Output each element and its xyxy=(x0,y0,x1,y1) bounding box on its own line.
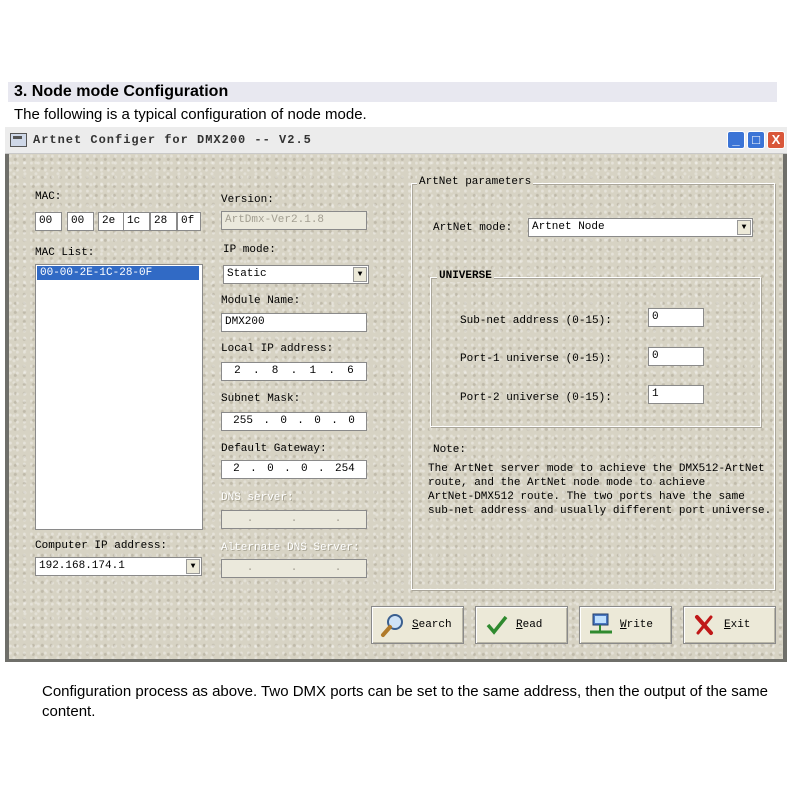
note-line-3: ArtNet-DMX512 route. The two ports have the same xyxy=(428,491,745,503)
version-field: ArtDmx-Ver2.1.8 xyxy=(221,211,367,230)
subnet-mask-label: Subnet Mask: xyxy=(221,393,301,405)
mac-octet-2[interactable]: 00 xyxy=(67,212,94,231)
minimize-button[interactable] xyxy=(727,131,745,149)
default-gateway-input[interactable]: 2 . 0 . 0 . 254 xyxy=(221,460,367,479)
network-computer-icon xyxy=(588,612,614,638)
port2-universe-input[interactable]: 1 xyxy=(648,385,704,404)
alternate-dns-input: . . . xyxy=(221,559,367,578)
computer-ip-label: Computer IP address: xyxy=(35,540,168,552)
note-label: Note: xyxy=(433,444,467,456)
local-ip-input[interactable]: 2 . 8 . 1 . 6 xyxy=(221,362,367,381)
port1-universe-input[interactable]: 0 xyxy=(648,347,704,366)
ip-octet[interactable]: 6 xyxy=(347,365,354,377)
default-gateway-label: Default Gateway: xyxy=(221,443,327,455)
port1-universe-label: Port-1 universe (0-15): xyxy=(460,353,612,365)
ip-octet[interactable]: 0 xyxy=(301,463,308,475)
chevron-down-icon[interactable]: ▼ xyxy=(737,220,751,235)
footer-paragraph: Configuration process as above. Two DMX ports can be set to the same address, then the output of the same content. xyxy=(42,683,768,720)
section-heading-bar xyxy=(8,82,777,102)
local-ip-label: Local IP address: xyxy=(221,343,334,355)
ip-mode-select[interactable] xyxy=(223,265,369,284)
read-button[interactable] xyxy=(475,606,568,644)
ip-octet[interactable]: 255 xyxy=(233,415,253,427)
artnet-mode-label: ArtNet mode: xyxy=(433,222,513,234)
minimize-icon: _ xyxy=(732,132,740,147)
subnet-address-input[interactable]: 0 xyxy=(648,308,704,327)
ip-octet[interactable]: 0 xyxy=(348,415,355,427)
window-title: Artnet Configer for DMX200 -- V2.5 xyxy=(33,133,312,147)
read-label: Read xyxy=(516,619,543,631)
mac-octet-3[interactable]: 2e xyxy=(98,212,125,231)
list-item[interactable]: 00-00-2E-1C-28-0F xyxy=(37,266,199,280)
mac-list-label: MAC List: xyxy=(35,247,95,259)
app-icon xyxy=(10,133,27,147)
write-label: Write xyxy=(620,619,654,631)
alternate-dns-label: Alternate DNS Server: xyxy=(221,542,360,554)
write-button[interactable] xyxy=(579,606,672,644)
artnet-mode-value: Artnet Node xyxy=(532,221,605,233)
section-heading: 3. Node mode Configuration xyxy=(14,83,229,100)
app-window xyxy=(5,127,787,662)
chevron-down-icon[interactable]: ▼ xyxy=(186,559,200,574)
ip-mode-label: IP mode: xyxy=(223,244,276,256)
note-line-4: sub-net address and usually different port universe. xyxy=(428,505,772,517)
module-name-input[interactable]: DMX200 xyxy=(221,313,367,332)
computer-ip-select[interactable] xyxy=(35,557,202,576)
search-button[interactable] xyxy=(371,606,464,644)
exit-label: Exit xyxy=(724,619,751,631)
ip-octet[interactable]: 2 xyxy=(234,365,241,377)
maximize-icon: □ xyxy=(752,132,760,147)
mac-octet-4[interactable]: 1c xyxy=(123,212,150,231)
artnet-parameters-title: ArtNet parameters xyxy=(419,176,532,188)
note-line-1: The ArtNet server mode to achieve the DMX512-ArtNet xyxy=(428,463,765,475)
dns-server-label: DNS server: xyxy=(221,492,294,504)
window-client-area xyxy=(9,154,783,659)
exit-button[interactable] xyxy=(683,606,776,644)
universe-group xyxy=(430,277,761,427)
magnifier-icon xyxy=(380,612,406,638)
mac-label: MAC: xyxy=(35,191,62,203)
artnet-mode-select[interactable] xyxy=(528,218,753,237)
ip-octet[interactable]: 254 xyxy=(334,463,355,475)
module-name-label: Module Name: xyxy=(221,295,301,307)
ip-mode-value: Static xyxy=(227,268,267,280)
note-line-2: route, and the ArtNet node mode to achieve xyxy=(428,477,706,489)
ip-octet[interactable]: 2 xyxy=(233,463,240,475)
ip-octet[interactable]: 8 xyxy=(271,365,279,377)
computer-ip-value: 192.168.174.1 xyxy=(39,560,125,572)
red-x-icon xyxy=(692,612,718,638)
ip-octet[interactable]: 1 xyxy=(309,365,317,377)
close-icon: X xyxy=(771,132,781,147)
title-bar[interactable] xyxy=(5,127,787,154)
ip-octet[interactable]: 0 xyxy=(314,415,321,427)
chevron-down-icon[interactable]: ▼ xyxy=(353,267,367,282)
subnet-address-label: Sub-net address (0-15): xyxy=(460,315,612,327)
dns-server-input: . . . xyxy=(221,510,367,529)
version-label: Version: xyxy=(221,194,274,206)
universe-title: UNIVERSE xyxy=(439,270,492,282)
checkmark-icon xyxy=(484,612,510,638)
search-label: Search xyxy=(412,619,452,631)
section-subheading: The following is a typical configuration of node mode. xyxy=(14,106,367,123)
ip-octet[interactable]: 0 xyxy=(280,415,287,427)
maximize-button[interactable] xyxy=(747,131,765,149)
mac-octet-5[interactable]: 28 xyxy=(150,212,177,231)
close-button[interactable] xyxy=(767,131,785,149)
mac-octet-6[interactable]: 0f xyxy=(177,212,201,231)
mac-octet-1[interactable]: 00 xyxy=(35,212,62,231)
port2-universe-label: Port-2 universe (0-15): xyxy=(460,392,612,404)
subnet-mask-input[interactable]: 255 . 0 . 0 . 0 xyxy=(221,412,367,431)
mac-list[interactable] xyxy=(35,264,203,530)
ip-octet[interactable]: 0 xyxy=(267,463,274,475)
